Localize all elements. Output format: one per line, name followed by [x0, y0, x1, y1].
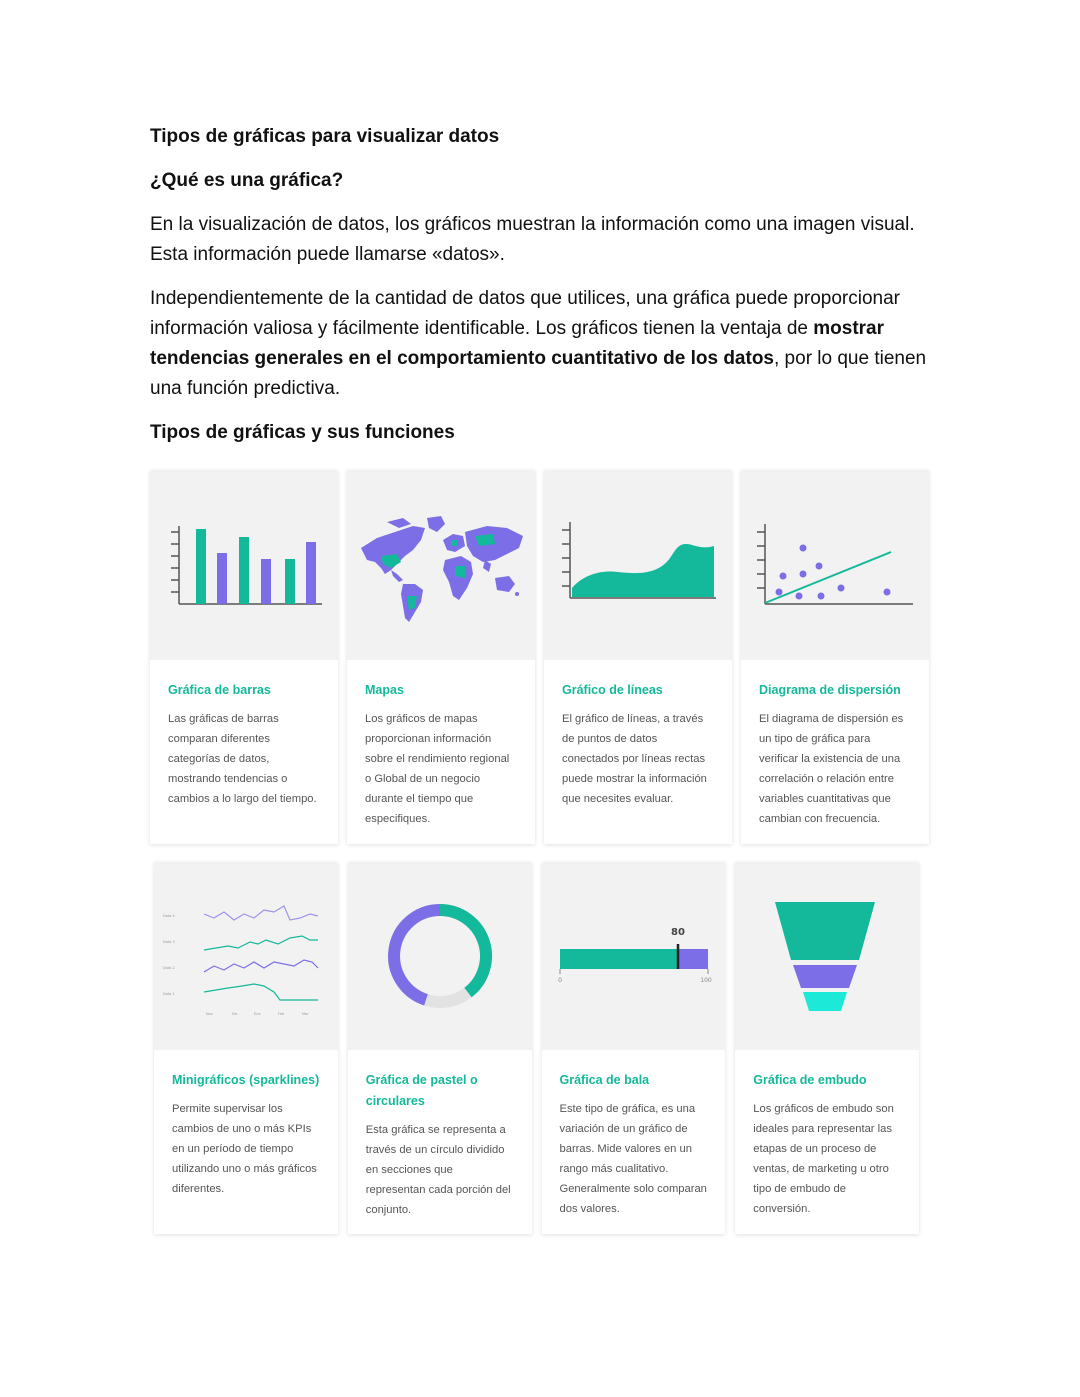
card-title: Gráfica de bala: [559, 1073, 650, 1087]
card-description: El gráfico de líneas, a través de puntos de datos conectados por líneas rectas puede mostrar la información que necesites evaluar.: [562, 713, 707, 805]
card-description: El diagrama de dispersión es un tipo de gráfica para verificar la existencia de una correlación o relación entre variables cuantitativas que cambian con frecuencia.: [759, 713, 904, 825]
svg-text:Mar: Mar: [302, 1012, 309, 1016]
card-maps: [347, 470, 535, 844]
card-description: Este tipo de gráfica, es una variación de un gráfico de barras. Mide valores en un rango más cualitativo. Generalmente solo comparan dos valores.: [559, 1103, 707, 1215]
card-pie-chart: [348, 862, 532, 1234]
bullet-chart-icon: [542, 862, 726, 1050]
card-line-chart: [544, 470, 732, 844]
svg-text:Data 2: Data 2: [163, 966, 175, 970]
bullet-marker-label: 80: [670, 927, 685, 938]
svg-text:Data 1: Data 1: [163, 992, 175, 996]
card-description: Los gráficos de embudo son ideales para representar las etapas de un proceso de ventas, de marketing u otro tipo de embudo de conversión.: [753, 1103, 894, 1215]
card-bar-chart: [150, 470, 338, 844]
card-title: Mapas: [365, 683, 404, 697]
card-description: Los gráficos de mapas proporcionan información sobre el rendimiento regional o Global de un negocio durante el tiempo que especifiques.: [365, 713, 510, 825]
svg-text:Nov: Nov: [206, 1012, 213, 1016]
section-heading: Tipos de gráficas y sus funciones: [150, 422, 455, 443]
card-title: Minigráficos (sparklines): [172, 1073, 320, 1087]
svg-text:Dic: Dic: [232, 1012, 238, 1016]
svg-text:Ene: Ene: [254, 1012, 261, 1016]
paragraph-intro: En la visualización de datos, los gráficos muestran la información como una imagen visual. Esta información puede llamarse «datos».: [150, 214, 915, 265]
document-title: Tipos de gráficas para visualizar datos: [150, 126, 500, 147]
bullet-axis-min: 0: [557, 977, 562, 984]
bar-chart-icon: [150, 470, 338, 660]
svg-text:Data 4: Data 4: [163, 914, 175, 918]
paragraph-bold-text: mostrar tendencias generales en el comportamiento cuantitativo de los datos: [150, 318, 885, 369]
paragraph-advantages: [150, 284, 930, 404]
chart-types-row-2: [154, 862, 919, 1234]
donut-chart-icon: [348, 862, 532, 1050]
bullet-axis-max: 100: [699, 977, 712, 984]
card-funnel-chart: [735, 862, 919, 1234]
funnel-chart-icon: [735, 862, 919, 1050]
chart-types-row-1: [150, 470, 930, 844]
svg-text:Feb: Feb: [278, 1012, 285, 1016]
svg-text:Data 3: Data 3: [163, 940, 175, 944]
card-title: Gráfica de pastel o circulares: [365, 1073, 478, 1108]
card-title: Gráfica de barras: [168, 683, 271, 697]
paragraph-text-end: , por lo que tienen una función predictiva.: [150, 348, 927, 399]
area-chart-icon: [544, 470, 732, 660]
paragraph-text: Independientemente de la cantidad de datos que utilices, una gráfica puede proporcionar información valiosa y fácilmente identificable. Los gráficos tienen la ventaja de: [150, 288, 900, 339]
card-title: Gráfico de líneas: [562, 683, 663, 697]
card-bullet-chart: [542, 862, 726, 1234]
card-title: Gráfica de embudo: [753, 1073, 867, 1087]
card-scatter-plot: [741, 470, 929, 844]
card-title: Diagrama de dispersión: [759, 683, 901, 697]
card-description: Las gráficas de barras comparan diferentes categorías de datos, mostrando tendencias o cambios a lo largo del tiempo.: [168, 713, 317, 805]
sparklines-icon: [154, 862, 338, 1050]
card-description: Permite supervisar los cambios de uno o más KPIs en un período de tiempo utilizando uno o más gráficos diferentes.: [172, 1103, 317, 1195]
scatter-plot-icon: [741, 470, 929, 660]
document-body: [150, 122, 930, 462]
card-sparklines: [154, 862, 338, 1234]
card-description: Esta gráfica se representa a través de un círculo dividido en secciones que representan cada porción del conjunto.: [365, 1124, 511, 1216]
section-question: ¿Qué es una gráfica?: [150, 170, 344, 191]
world-map-icon: [347, 470, 535, 660]
